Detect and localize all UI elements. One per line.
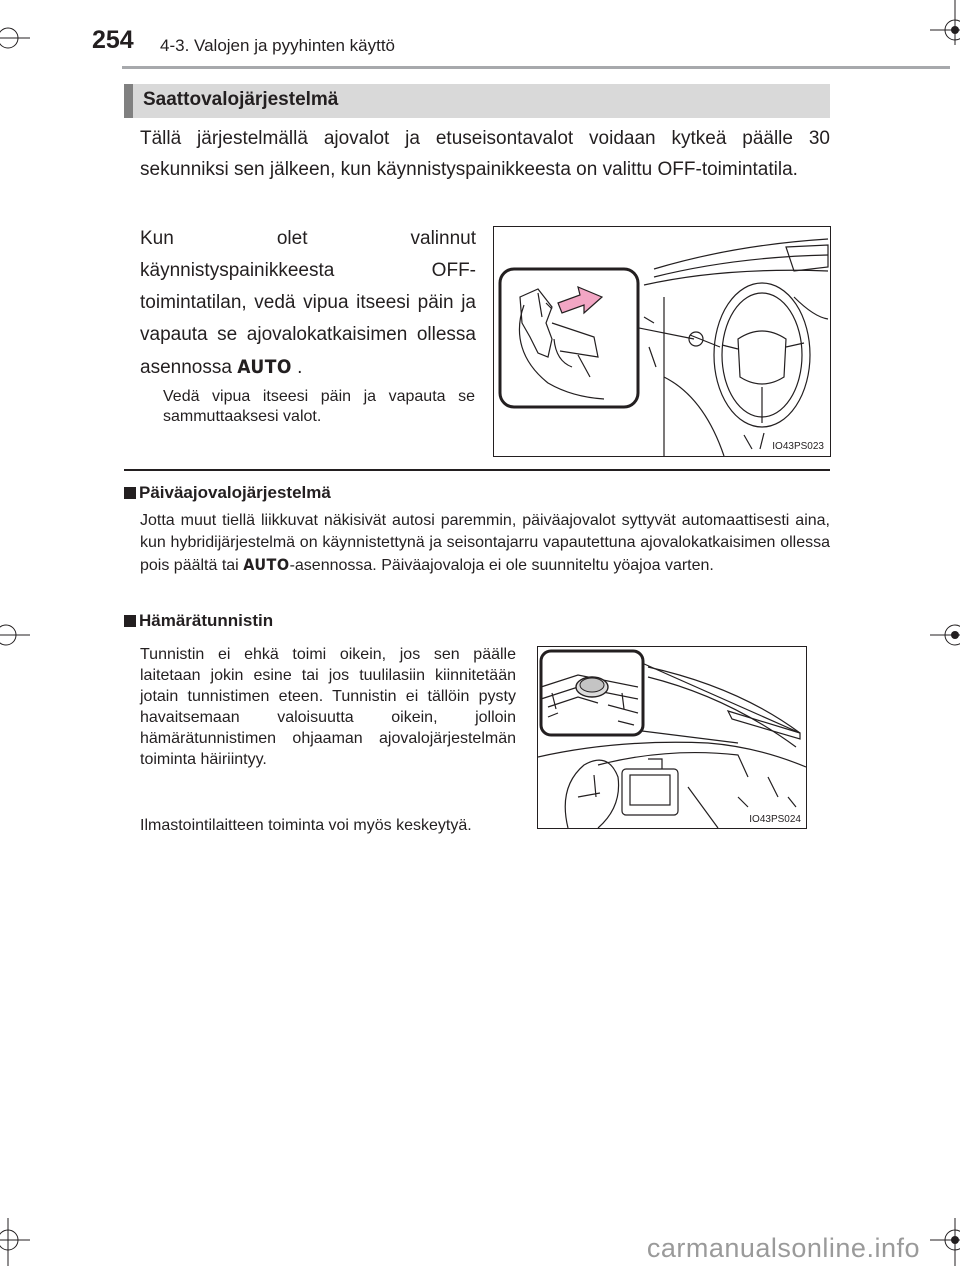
- instruction-text: Kun olet valinnut käynnistyspainikkeesta OFF-toimintatilan, vedä vipua itseesi päin ja vapauta se ajovalokatkaisimen ollessa asennossa: [140, 228, 476, 378]
- running-head: 4-3. Valojen ja pyyhinten käyttö: [160, 36, 395, 55]
- intro-paragraph: Tällä järjestelmällä ajovalot ja etuseisontavalot voidaan kytkeä päälle 30 sekunniksi sen jälkeen, kun käynnistyspainikkeesta on valittu OFF-toimintatila.: [140, 128, 830, 180]
- daytime-lights-text-end: -asennossa. Päiväajovaloja ei ole suunniteltu yöajoa varten.: [289, 557, 714, 574]
- instruction-paragraph: [140, 223, 476, 384]
- crop-mark-mid-left: [0, 615, 30, 655]
- subsection-title-daytime-lights: [124, 483, 331, 503]
- light-sensor-paragraph-2: Ilmastointilaitteen toiminta voi myös keskeytyä.: [140, 817, 472, 834]
- lever-figure: [493, 226, 831, 457]
- subsection-title-text: Päiväajovalojärjestelmä: [139, 483, 331, 502]
- auto-switch-mark: AUTO: [243, 555, 290, 574]
- dashboard-lever-illustration: [494, 227, 830, 456]
- section-divider: [124, 469, 830, 471]
- page-number: 254: [92, 26, 134, 54]
- daytime-lights-text: Jotta muut tiellä liikkuvat näkisivät autosi paremmin, päiväajovalot syttyvät automaattisesti aina, kun hybridijärjestelmä on käynnistettynä ja seisontajarru vapautettuna ajovalokatkaisimen ollessa pois päältä tai: [140, 512, 830, 574]
- daytime-lights-paragraph: [140, 510, 830, 577]
- instruction-end: .: [291, 357, 303, 378]
- light-sensor-illustration: [538, 647, 806, 828]
- lever-detail-callout: [500, 269, 638, 407]
- crop-mark-top-right: [930, 0, 960, 45]
- auto-switch-mark: AUTO: [237, 356, 292, 378]
- section-title: Saattovalojärjestelmä: [143, 89, 339, 110]
- header-rule: [122, 66, 950, 69]
- watermark: carmanualsonline.info: [646, 1233, 920, 1263]
- light-sensor-figure: [537, 646, 807, 829]
- subsection-title-text: Hämärätunnistin: [139, 611, 274, 630]
- figure-code: IO43PS024: [749, 814, 801, 825]
- instruction-note: Vedä vipua itseesi päin ja vapauta se sammuttaaksesi valot.: [163, 388, 475, 425]
- square-bullet-icon: [124, 487, 136, 499]
- section-heading-bar: [124, 84, 830, 118]
- light-sensor-paragraph-1: Tunnistin ei ehkä toimi oikein, jos sen päälle laitetaan jokin esine tai jos tuulilasiin kiinnitetään jotain tunnistimen eteen. Tunnistin ei tällöin pysty havaitsemaan valoisuutta oikein, jolloin hämärätunnistimen ohjaaman ajovalojärjestelmän toiminta häiriintyy.: [140, 646, 516, 768]
- crop-mark-top-left: [0, 18, 30, 58]
- figure-code: IO43PS023: [772, 441, 824, 452]
- subsection-title-light-sensor: [124, 611, 273, 631]
- crop-mark-bottom-right: [930, 1218, 960, 1266]
- crop-mark-bottom-left: [0, 1218, 30, 1266]
- crop-mark-mid-right: [930, 615, 960, 655]
- square-bullet-icon: [124, 615, 136, 627]
